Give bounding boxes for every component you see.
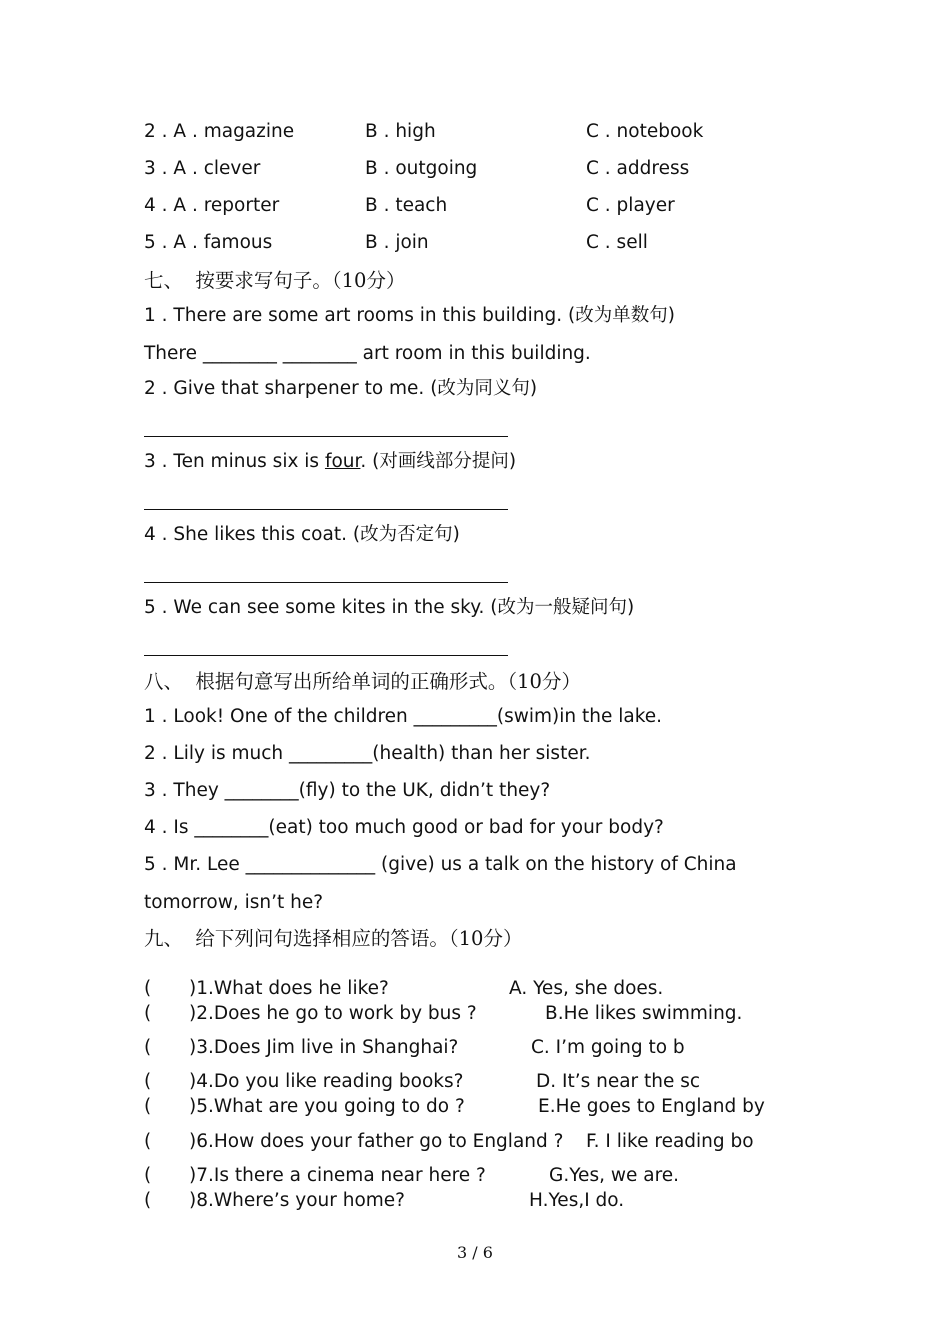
page-number: 3 / 6 <box>457 1243 493 1262</box>
matching-question: )7.Is there a cinema near here ? <box>189 1165 486 1186</box>
question-suffix: . (对画线部分提问) <box>360 451 517 472</box>
answer-line <box>144 655 508 656</box>
paren-open: ( <box>144 1003 152 1024</box>
question-text: 1 . There are some art rooms in this building. (改为单数句) <box>144 305 675 326</box>
matching-answer: E.He goes to England by <box>538 1096 765 1117</box>
matching-question: )5.What are you going to do ? <box>189 1096 465 1117</box>
option-c: C . notebook <box>586 121 704 142</box>
answer-line <box>144 582 508 583</box>
option-a: 4 . A . reporter <box>144 195 280 216</box>
paren-open: ( <box>144 978 152 999</box>
section-heading: 九、 给下列问句选择相应的答语。（10分） <box>144 927 523 950</box>
underlined-word: four <box>324 451 361 472</box>
matching-answer: C. I’m going to b <box>531 1037 685 1058</box>
question-text: 4 . She likes this coat. (改为否定句) <box>144 524 460 545</box>
answer-line <box>144 436 508 437</box>
question-text: 1 . Look! One of the children _________(swim)in the lake. <box>144 706 663 727</box>
matching-answer: F. I like reading bo <box>586 1131 754 1152</box>
paren-open: ( <box>144 1190 152 1211</box>
matching-question: )1.What does he like? <box>189 978 389 999</box>
matching-question: )6.How does your father go to England ? <box>189 1131 564 1152</box>
option-c: C . address <box>586 158 690 179</box>
question-text <box>144 449 516 475</box>
answer-line <box>144 509 508 510</box>
section-heading: 八、 根据句意写出所给单词的正确形式。（10分） <box>144 670 581 693</box>
matching-answer: H.Yes,I do. <box>529 1190 625 1211</box>
question-text: 2 . Give that sharpener to me. (改为同义句) <box>144 378 538 399</box>
matching-question: )8.Where’s your home? <box>189 1190 405 1211</box>
paren-open: ( <box>144 1165 152 1186</box>
matching-answer: D. It’s near the sc <box>536 1071 701 1092</box>
paren-open: ( <box>144 1037 152 1058</box>
matching-question: )3.Does Jim live in Shanghai? <box>189 1037 459 1058</box>
question-text: 4 . Is ________(eat) too much good or bad for your body? <box>144 817 664 838</box>
section-heading: 七、 按要求写句子。（10分） <box>144 269 406 292</box>
paren-open: ( <box>144 1071 152 1092</box>
option-c: C . sell <box>586 232 648 253</box>
matching-answer: A. Yes, she does. <box>509 978 664 999</box>
matching-question: )2.Does he go to work by bus ? <box>189 1003 477 1024</box>
matching-answer: B.He likes swimming. <box>545 1003 743 1024</box>
question-text: 3 . They ________(fly) to the UK, didn’t they? <box>144 780 551 801</box>
option-b: B . teach <box>365 195 448 216</box>
question-text: 5 . We can see some kites in the sky. (改为一般疑问句) <box>144 597 635 618</box>
question-text: tomorrow, isn’t he? <box>144 892 324 913</box>
option-b: B . high <box>365 121 436 142</box>
option-a: 3 . A . clever <box>144 158 261 179</box>
option-a: 2 . A . magazine <box>144 121 295 142</box>
option-c: C . player <box>586 195 675 216</box>
question-prefix: 3 . Ten minus six is <box>144 451 325 472</box>
matching-question: )4.Do you like reading books? <box>189 1071 464 1092</box>
paren-open: ( <box>144 1131 152 1152</box>
option-b: B . join <box>365 232 429 253</box>
option-a: 5 . A . famous <box>144 232 273 253</box>
option-b: B . outgoing <box>365 158 478 179</box>
question-text: 5 . Mr. Lee ______________ (give) us a talk on the history of China <box>144 854 737 875</box>
paren-open: ( <box>144 1096 152 1117</box>
matching-answer: G.Yes, we are. <box>549 1165 680 1186</box>
fill-in-sentence: There ________ ________ art room in this building. <box>144 343 591 364</box>
question-text: 2 . Lily is much _________(health) than her sister. <box>144 743 591 764</box>
